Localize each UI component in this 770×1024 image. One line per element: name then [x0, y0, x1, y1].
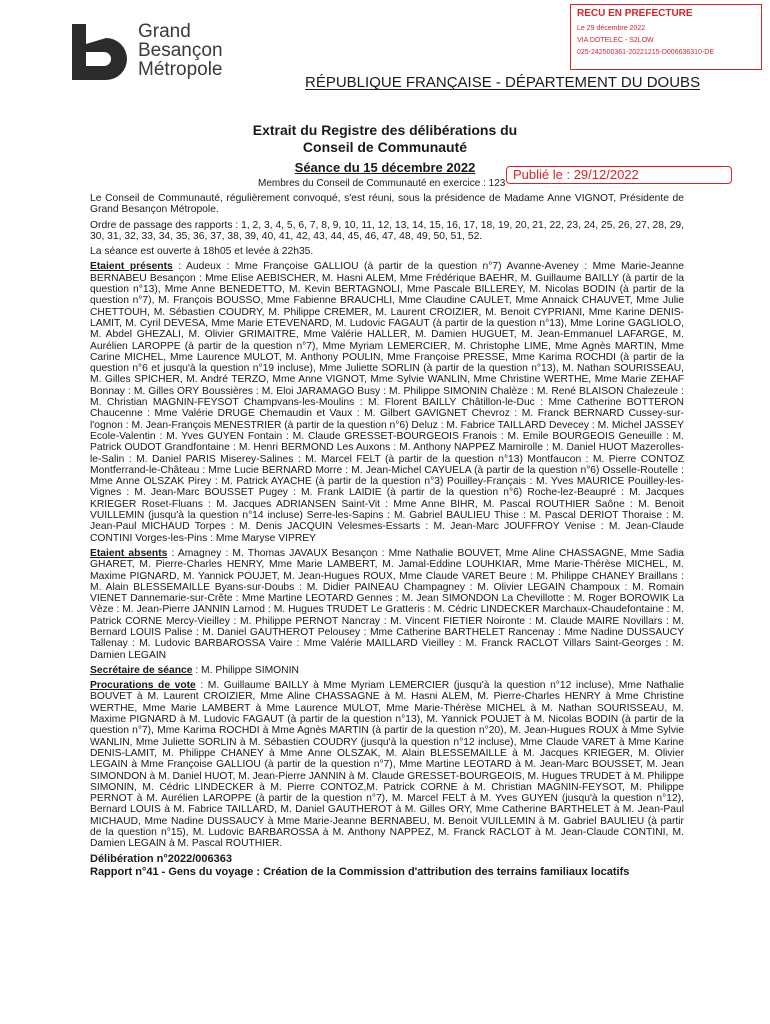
procurations-paragraph — [90, 680, 684, 849]
document-title-line1: Extrait du Registre des délibérations du — [252, 122, 518, 138]
procurations-text: : M. Guillaume BAILLY à Mme Myriam LEMERCIER (jusqu'à la question n°12 incluse), Mme Nathalie BOUVET à M. Laurent CROIZIER, Mme Aline CHASSAGNE à M. Hasni ALEM, M. Pierre-Charles HENRY à Mme Christine WERTHE, Mme Marie LAMBERT à Mme Laurence MULOT, Mme Marie-Thérèse MICHEL à M. Nathan SOURISSEAU, M. Maxime PIGNARD à M. Ludovic FAGAUT (à partir de la question n°13), M. Yannick POUJET à M. Nicolas BODIN (à partir de la question n°7), Mme Karima ROCHDI à Mme Agnès MARTIN (à partir de la question n°20), M. Jean-Hugues ROUX à Mme Sylvie WANLIN, Mme Juliette SORLIN à M. Sébastien COUDRY (jusqu'à la question n°12 incluse), Mme Claude VARET à Mme Karine DENIS-LAMIT, M. Philippe CHANEY à Mme Anne OLSZAK, M. Alain BLESSEMAILLE à M. Jacques KRIEGER, M. Olivier LEGAIN à Mme Françoise GALLIOU (à partir de la question n°7), Mme Martine LEOTARD à M. Jean-Marc BOUSSET, M. Jean SIMONDON à M. Daniel HUOT, M. Jean-Pierre JANNIN à M. Claude GRESSET-BOURGEOIS, M. Hugues TRUDET à M. Philippe SIMONIN, M. Cédric LINDECKER à M. Pierre CONTOZ,M. Patrick CORNE à M. Christian MAGNIN-FEYSOT, M. Philippe PERNOT à M. Aurélien LAROPPE (à partir de la question n°7), M. Marcel FELT à M. Yves GUYEN (jusqu'à la question n°12), Bernard LOUIS à M. Fabrice TAILLARD, M. Daniel GAUTHEROT à M. Gilles ORY, Mme Catherine BARTHELET à M. Jean-Paul MICHAUD, Mme Nadine DUSSAUCY à Mme Marie-Jeanne BERNABEU, M. Benoit VUILLEMIN à M. Gabriel BAULIEU (à partir de la question n°15), M. Ludovic BARBAROSSA à M. Anthony NAPPEZ, M. Franck RACLOT à M. Jean-Claude CONTINI, M. Damien LEGAIN à M. Pascal ROUTHIER. — [90, 680, 685, 850]
republic-header: RÉPUBLIQUE FRANÇAISE - DÉPARTEMENT DU DOUBS — [305, 74, 701, 91]
stamp-title: RECU EN PREFECTURE — [577, 8, 693, 19]
members-count: Membres du Conseil de Communauté en exercice : 123 — [258, 178, 506, 189]
seance-date-text: Séance du 15 décembre 2022 — [294, 160, 476, 175]
secretaire-paragraph — [90, 665, 684, 676]
secretaire-text: : M. Philippe SIMONIN — [192, 664, 299, 676]
presents-label: Etaient présents — [90, 261, 173, 273]
prefecture-stamp — [570, 4, 762, 70]
ordre-paragraph: Ordre de passage des rapports : 1, 2, 3, 4, 5, 6, 7, 8, 9, 10, 11, 12, 13, 14, 15, 16, 17, 18, 19, 20, 21, 22, 23, 24, 25, 26, 27, 28, 29, 30, 31, 32, 33, 34, 35, 36, 37, 38, 39, 40, 41, 42, 43, 44, 45, 46, 47, 48, 49, 50, 51, 52. — [90, 219, 685, 242]
logo-b-icon — [70, 22, 130, 82]
logo-line-grand: Grand — [138, 21, 191, 42]
document-title-line2: Conseil de Communauté — [302, 139, 468, 155]
intro-paragraph: Le Conseil de Communauté, régulièrement convoqué, s'est réuni, sous la présidence de Madame Anne VIGNOT, Présidente de Grand Besançon Métropole. — [90, 193, 684, 216]
presents-paragraph — [90, 261, 684, 543]
procurations-label: Procurations de vote — [90, 680, 196, 692]
logo-line-besancon: Besançon — [138, 40, 223, 61]
publication-stamp: Publié le : 29/12/2022 — [506, 166, 732, 184]
absents-text: : Amagney : M. Thomas JAVAUX Besançon : Mme Nathalie BOUVET, Mme Aline CHASSAGNE, Mme Sadia GHARET, M. Pierre-Charles HENRY, Mme Marie LAMBERT, M. Jamal-Eddine LOUHKIAR, Mme Marie-Thérèse MICHEL, M. Maxime PIGNARD, M. Yannick POUJET, M. Jean-Hugues ROUX, Mme Claude VARET Beure : M. Philippe CHANEY Braillans : M. Alain BLESSEMAILLE Byans-sur-Doubs : M. Didier PAINEAU Champagney : M. Olivier LEGAIN Champoux : M. Romain VIENET Dannemarie-sur-Crête : Mme Martine LEOTARD Gennes : M. Jean SIMONDON La Chevillotte : M. Roger BOROWIK La Vèze : M. Jean-Pierre JANNIN Larnod : M. Hugues TRUDET Le Gratteris : M. Cédric LINDECKER Marchaux-Chaudefontaine : M. Patrick CORNE Mercy-Vieilley : M. Philippe PERNOT Nancray : M. Vincent FIETIER Noironte : M. Claude MAIRE Novillars : M. Bernard LOUIS Palise : M. Daniel GAUTHEROT Pelousey : Mme Catherine BARTHELET Rancenay : Mme Nadine DUSSAUCY Tallenay : M. Ludovic BARBAROSSA Vaire : Mme Valérie MAILLARD Vieilley : M. Franck RACLOT Villars Saint-Georges : M. Damien LEGAIN — [90, 547, 684, 661]
presents-text: : Audeux : Mme Françoise GALLIOU (à partir de la question n°7) Avanne-Aveney : Mme Marie-Jeanne BERNABEU Besançon : Mme Elise AEBISCHER, M. Hasni ALEM, Mme Frédérique BAEHR, M. Guillaume BAILLY (à partir de la question n°13), Mme Anne BENEDETTO, M. Kevin BERTAGNOLI, Mme Pascale BILLEREY, M. Nicolas BODIN (à partir de la question n°7), M. François BOUSSO, Mme Fabienne BRAUCHLI, Mme Claudine CAULET, Mme Annaick CHAUVET, Mme Julie CHETTOUH, M. Sébastien COUDRY, M. Philippe CREMER, M. Laurent CROIZIER, M. Benoit CYPRIANI, Mme Karine DENIS-LAMIT, M. Cyril DEVESA, Mme Marie ETEVENARD, M. Ludovic FAGAUT (à partir de la question n°13), Mme Lorine GAGLIOLO, M. Abdel GHEZALI, M. Olivier GRIMAITRE, Mme Valérie HALLER, M. Damien HUGUET, M. Jean-Emmanuel LAFARGE, M. Aurélien LAROPPE (à partir de la question n°7), Mme Myriam LEMERCIER, M. Christophe LIME, Mme Agnès MARTIN, Mme Carine MICHEL, Mme Laurence MULOT, M. Anthony POULIN, Mme Françoise PRESSE, Mme Karima ROCHDI (à partir de la question n°6 et jusqu'à la question n°19 incluse), Mme Juliette SORLIN (à partir de la question n°13), M. Nathan SOURISSEAU, M. Gilles SPICHER, M. André TERZO, Mme Anne VIGNOT, Mme Sylvie WANLIN, Mme Christine WERTHE, Mme Marie ZEHAF Bonnay : M. Gilles ORY Boussières : M. Eloi JARAMAGO Busy : M. Philippe SIMONIN Chalèze : M. René BLAISON Chalezeule : M. Christian MAGNIN-FEYSOT Champvans-les-Moulins : M. Florent BAILLY Châtillon-le-Duc : Mme Catherine BOTTERON Chaucenne : Mme Valérie DRUGE Chemaudin et Vaux : M. Gilbert GAVIGNET Chevroz : M. Franck BERNARD Cussey-sur-l'ognon : M. Jean-François MENESTRIER (à partir de la question n°6) Deluz : M. Fabrice TAILLARD Devecey : M. Michel JASSEY Ecole-Valentin : M. Yves GUYEN Fontain : M. Claude GRESSET-BOURGEOIS Franois : M. Emile BOURGEOIS Geneuille : M. Patrick OUDOT Grandfontaine : M. Henri BERMOND Les Auxons : M. Anthony NAPPEZ Mamirolle : M. Daniel HUOT Mazerolles-le-Salin : M. Daniel PARIS Miserey-Salines : M. Marcel FELT (à partir de la question n°13) Montfaucon : M. Pierre CONTOZ Montferrand-le-Château : Mme Lucie BERNARD Morre : M. Jean-Michel CAYUELA (à partir de la question n°6) Osselle-Routelle : Mme Anne OLSZAK Pirey : M. Patrick AYACHE (à partir de la question n°3) Pouilley-Français : M. Yves MAURICE Pouilley-les-Vignes : M. Jean-Marc BOUSSET Pugey : M. Frank LAIDIE (à partir de la question n°6) Roche-lez-Beaupré : M. Jacques KRIEGER Roset-Fluans : M. Jacques ADRIANSEN Saint-Vit : Mme Anne BIHR, M. Pascal ROUTHIER Saône : M. Benoit VUILLEMIN (jusqu'à la question n°14 incluse) Serre-les-Sapins : M. Gabriel BAULIEU Thise : M. Pascal DERIOT Thoraise : M. Jean-Paul MICHAUD Torpes : M. Denis JACQUIN Velesmes-Essarts : M. Jean-Marc JOUFFROY Venise : M. Jean-Claude CONTINI Vorges-les-Pins : Mme Maryse VIPREY — [90, 261, 684, 544]
absents-paragraph — [90, 548, 684, 661]
secretaire-label: Secrétaire de séance — [90, 664, 193, 676]
absents-label: Etaient absents — [90, 547, 168, 559]
stamp-via: VIA DOTELEC - S2LOW — [577, 37, 654, 44]
stamp-date: Le 29 décembre 2022 — [577, 25, 646, 32]
stamp-ref: 025-242500361-20221215-D006636310-DE — [577, 49, 715, 56]
logo-line-metropole: Métropole — [138, 59, 223, 80]
grand-besancon-logo — [70, 22, 250, 84]
seance-times: La séance est ouverte à 18h05 et levée à 22h35. — [90, 246, 314, 258]
document-body — [90, 193, 684, 878]
deliberation-number: Délibération n°2022/006363 — [90, 852, 232, 865]
rapport-title: Rapport n°41 - Gens du voyage : Création de la Commission d'attribution des terrains familiaux locatifs — [90, 865, 630, 878]
